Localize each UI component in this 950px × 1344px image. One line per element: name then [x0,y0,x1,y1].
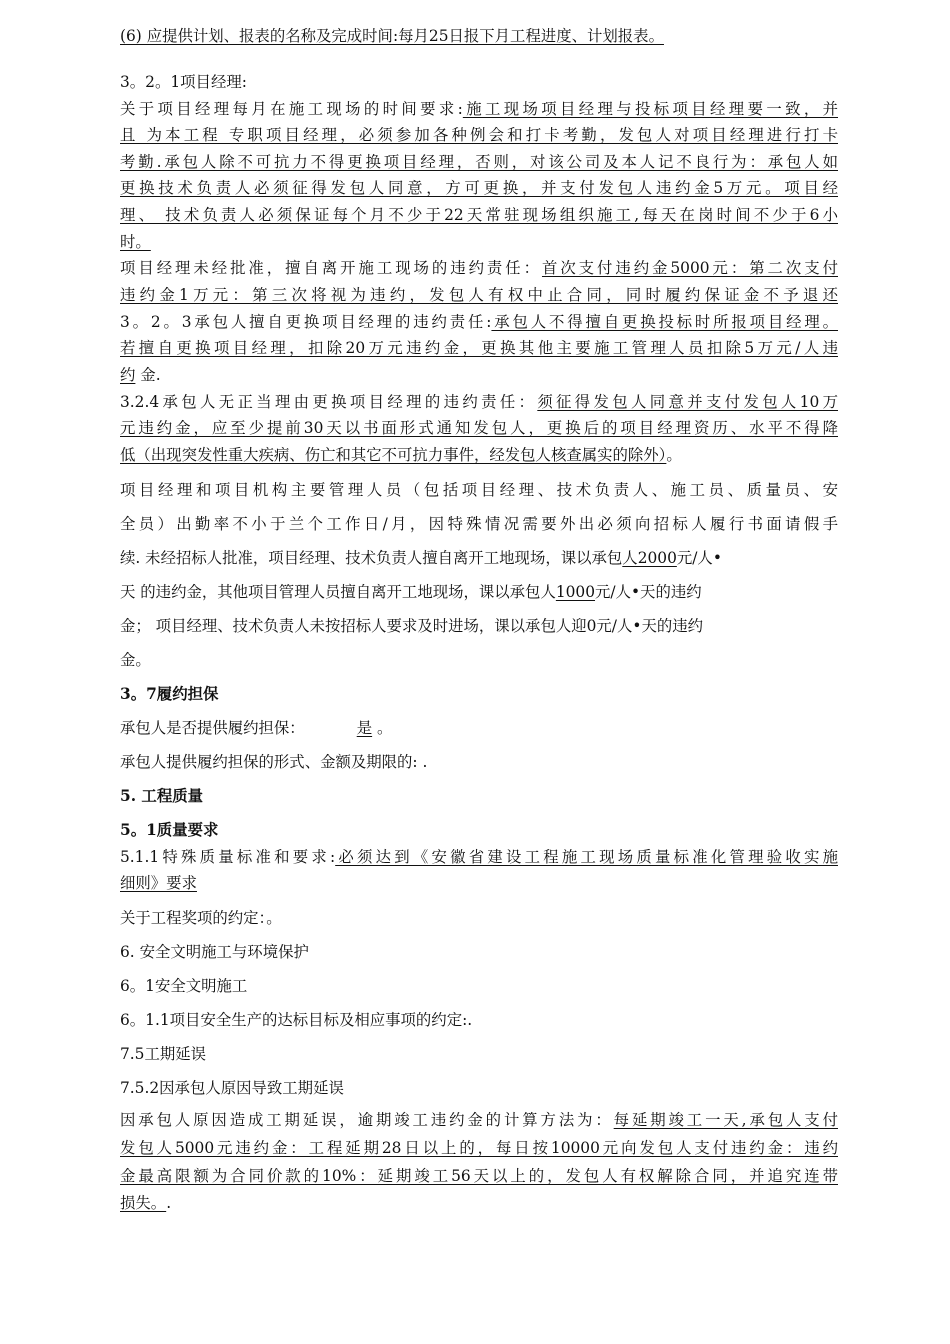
text: 元/人•天的违约 [595,583,702,601]
text: 3。7履约担保 [120,685,219,703]
text: 。 [372,719,393,737]
heading-7-5 [120,1044,206,1064]
text: 发包人5000元违约金：工程延期28日以上的，每日按10000元向发包人支付违约金：违约 [120,1139,838,1157]
underlined-text: 必须达到《安徽省建设工程施工现场质量标准化管理验收实施 [335,848,838,866]
heading-7-5-2 [120,1078,344,1098]
paragraph-delay-line1 [120,1110,838,1130]
text: 7.5.2因承包人原因导致工期延误 [120,1079,344,1097]
text: 6。1安全文明施工 [120,977,248,995]
text: 关于项目经理每月在施工现场的时间要求: [120,100,463,118]
paragraph-attendance-line2 [120,514,838,534]
paragraph-pm-leave-line2 [120,285,838,305]
text: 金。 [120,651,151,669]
underlined-text: 承包人不得擅自更换投标时所报项目经理。 [491,313,838,331]
paragraph-pm-time-line2 [120,125,838,145]
text: 细则》要求 [120,874,197,892]
paragraph-pm-time-line3 [120,152,838,172]
paragraph-attendance-line4 [120,582,702,602]
text: 理、 技术负责人必须保证每个月不少于22天常驻现场组织施工,每天在岗时间不少于6小 [120,206,838,224]
text: 若擅自更换项目经理，扣除20万元违约金，更换其他主要施工管理人员扣除5万元/人违 [120,339,838,357]
text: 且 为本工程 专职项目经理，必须参加各种例会和打卡考勤，发包人对项目经理进行打卡 [120,126,838,144]
paragraph-3-2-4-line1 [120,392,838,412]
underlined-value: 是 [356,719,373,737]
text: 3.2.4承包人无正当理由更换项目经理的违约责任： [120,393,538,411]
text: 时。 [120,233,151,251]
heading-6 [120,942,309,962]
text: 天 的违约金，其他项目管理人员擅自离开工地现场，课以承包人 [120,583,556,601]
paragraph-report-schedule [120,26,664,46]
heading-6-1 [120,976,247,996]
paragraph-3-2-3-line1 [120,312,838,332]
text: 6。1.1项目安全生产的达标目标及相应事项的约定:. [120,1011,473,1029]
text: 6. 安全文明施工与环境保护 [120,943,309,961]
text: 承包人是否提供履约担保： [120,719,305,737]
paragraph-delay-line2 [120,1138,838,1158]
underlined-text: 人2000 [622,549,677,567]
text: 续. 未经招标人批准，项目经理、技术负责人擅自离开工地现场，课以承包 [120,549,623,567]
paragraph-pm-time-line6 [120,232,151,252]
paragraph-pm-time-line4 [120,178,838,198]
paragraph-awards [120,908,282,928]
paragraph-3-2-4-line3 [120,445,682,465]
text: 。 [666,446,682,464]
text: (6) 应提供计划、报表的名称及完成时间:每月25日报下月工程进度、计划报表。 [120,27,664,45]
paragraph-attendance-line5 [120,616,703,636]
text: 元/人• [676,549,722,567]
text: 3。2。3承包人擅自更换项目经理的违约责任: [120,313,492,331]
paragraph-3-2-3-line3 [120,365,161,385]
heading-5-1 [120,820,218,840]
paragraph-attendance-line3 [120,548,722,568]
paragraph-6-1-1 [120,1010,472,1030]
text: 全员）出勤率不小于兰个工作日/月，因特殊情况需要外出必须向招标人履行书面请假手 [120,515,838,533]
text: 3。2。1项目经理: [120,73,247,91]
underlined-text: 低（出现突发性重大疾病、伤亡和其它不可抗力事件，经发包人核查属实的除外） [120,446,667,464]
underlined-text: 施工现场项目经理与投标项目经理要一致，并 [462,100,838,118]
paragraph-3-2-4-line2 [120,418,838,438]
paragraph-3-2-3-line2 [120,338,838,358]
text: 项目经理未经批准，擅自离开施工现场的违约责任： [120,259,542,277]
text: 5. 工程质量 [120,787,203,805]
text: 因承包人原因造成工期延误，逾期竣工违约金的计算方法为： [120,1111,614,1129]
paragraph-5-1-1-line2 [120,873,197,893]
underlined-text: 约 [120,366,136,384]
paragraph-delay-line3 [120,1166,838,1186]
text: 项目经理和项目机构主要管理人员（包括项目经理、技术负责人、施工员、质量员、安 [120,481,838,499]
paragraph-attendance-line1 [120,480,838,500]
paragraph-5-1-1-line1 [120,847,838,867]
paragraph-guarantee-provided [120,718,392,738]
text: 违约金1万元：第三次将视为违约，发包人有权中止合同，同时履约保证金不予退还 [120,286,838,304]
paragraph-pm-time-line5 [120,205,838,225]
text: 金； 项目经理、技术负责人未按招标人要求及时进场，课以承包人迎0元/人•天的违约 [120,617,704,635]
paragraph-delay-line4 [120,1193,171,1213]
underlined-text: 损失。 [120,1194,167,1212]
text: . [166,1194,172,1212]
text: 5。1质量要求 [120,821,219,839]
heading-3-7 [120,684,218,704]
underlined-text: 须征得发包人同意并支付发包人10万 [537,393,838,411]
text: 5.1.1特殊质量标准和要求: [120,848,336,866]
paragraph-pm-time-line1 [120,99,838,119]
heading-5 [120,786,203,806]
text: 考勤.承包人除不可抗力不得更换项目经理，否则，对该公司及本人记不良行为：承包人如 [120,153,838,171]
paragraph-pm-leave-line1 [120,258,838,278]
text: 关于工程奖项的约定：。 [120,909,282,927]
text: 7.5工期延误 [120,1045,207,1063]
text: 元违约金，应至少提前30天以书面形式通知发包人，更换后的项目经理资历、水平不得降 [120,419,838,437]
paragraph-attendance-line6 [120,650,151,670]
text: 承包人提供履约担保的形式、金额及期限的: . [120,753,428,771]
heading-3-2-1 [120,72,247,92]
underlined-text: 1000 [555,583,596,601]
text: 金. [135,366,161,384]
text: 更换技术负责人必须征得发包人同意，方可更换，并支付发包人违约金5万元。项目经 [120,179,838,197]
underlined-text: 每延期竣工一天,承包人支付 [613,1111,838,1129]
underlined-text: 首次支付违约金5000元：第二次支付 [541,259,838,277]
paragraph-guarantee-form [120,752,427,772]
text: 金最高限额为合同价款的10%：延期竣工56天以上的，发包人有权解除合同，并追究连带 [120,1167,838,1185]
